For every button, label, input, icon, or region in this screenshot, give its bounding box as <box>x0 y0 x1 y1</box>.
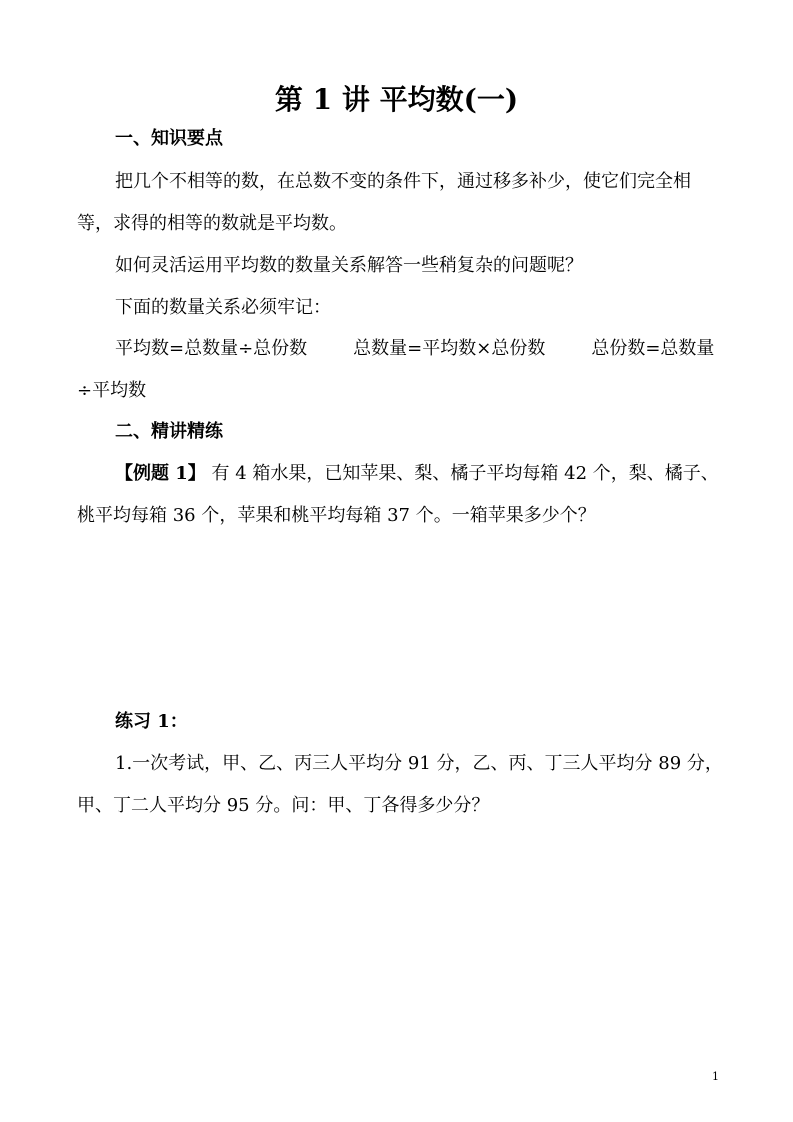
paragraph-memorize: 下面的数量关系必须牢记： <box>115 297 331 318</box>
practice1-question1-line2: 甲、丁二人平均分 95 分。问：甲、丁各得多少分？ <box>77 795 490 816</box>
section-heading-practice: 二、精讲精练 <box>115 421 223 442</box>
practice1-heading: 练习 1： <box>115 711 188 732</box>
formula-average: 平均数=总数量÷总份数 <box>115 338 308 359</box>
page-title: 第 1 讲 平均数(一) <box>274 83 519 116</box>
example1-label: 【例题 1】 <box>115 463 206 484</box>
paragraph-definition-line2: 等，求得的相等的数就是平均数。 <box>77 213 347 234</box>
formula-total: 总数量=平均数×总份数 <box>353 338 546 359</box>
page-number: 1 <box>712 1070 719 1083</box>
formula-line <box>115 337 714 361</box>
practice1-question1-line1: 1.一次考试，甲、乙、丙三人平均分 91 分，乙、丙、丁三人平均分 89 分， <box>115 753 723 774</box>
formula-count: 总份数=总数量 <box>591 338 715 359</box>
example1-line1 <box>115 462 719 486</box>
paragraph-definition-line1: 把几个不相等的数，在总数不变的条件下，通过移多补少，使它们完全相 <box>115 171 691 192</box>
formula-count-continued: ÷平均数 <box>77 380 147 401</box>
section-heading-knowledge: 一、知识要点 <box>115 128 223 149</box>
example1-line2: 桃平均每箱 36 个，苹果和桃平均每箱 37 个。一箱苹果多少个？ <box>77 505 596 526</box>
example1-text: 有 4 箱水果，已知苹果、梨、橘子平均每箱 42 个，梨、橘子、 <box>205 463 719 484</box>
paragraph-question: 如何灵活运用平均数的数量关系解答一些稍复杂的问题呢？ <box>115 255 583 276</box>
